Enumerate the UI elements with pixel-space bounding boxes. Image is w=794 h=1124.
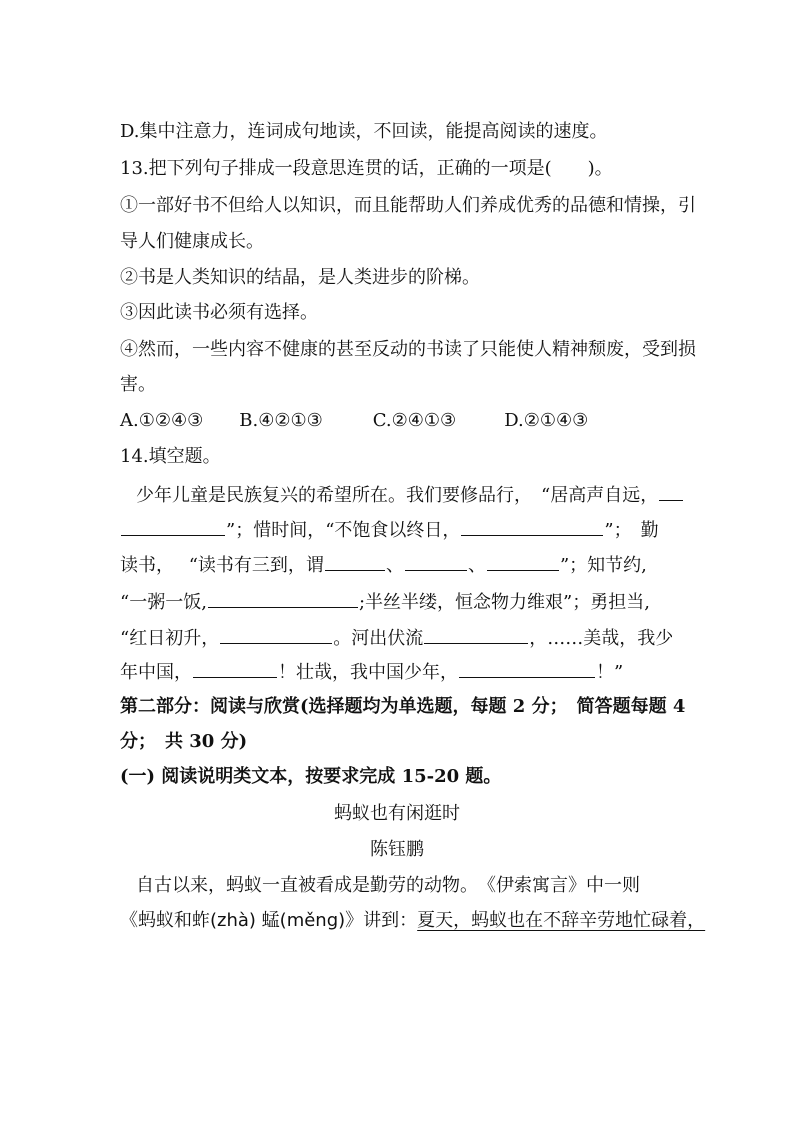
fill-blank[interactable] — [487, 552, 559, 571]
fill-blank[interactable] — [461, 517, 603, 536]
q13-sentence-3: ③因此读书必须有选择。 — [120, 302, 318, 323]
pinyin-annotation: (zhà) — [210, 910, 256, 931]
article-text: 蜢 — [255, 910, 280, 931]
q14-line-4 — [120, 589, 650, 616]
fill-blank[interactable] — [659, 482, 683, 501]
fill-blank[interactable] — [193, 659, 277, 678]
q14-line-5-text-b: 。河出伏流 — [333, 628, 424, 649]
q14-line-1-text: 少年儿童是民族复兴的希望所在。我们要修品行， “居高声自远， — [136, 485, 659, 506]
part-2-heading-line-1: 第二部分：阅读与欣赏(选择题均为单选题，每题 2 分； 简答题每题 4 — [120, 696, 686, 717]
q14-line-6-text-b: ！壮哉，我中国少年， — [278, 662, 458, 683]
q13-option-b: B.④②①③ — [239, 410, 323, 431]
q13-sentence-1-line-1: ①一部好书不但给人以知识，而且能帮助人们养成优秀的品德和情操，引 — [120, 195, 696, 216]
fill-blank[interactable] — [208, 589, 358, 608]
q14-line-4-text-a: “一粥一饭, — [120, 592, 207, 613]
q14-title: 14.填空题。 — [120, 446, 221, 467]
q13-sentence-1-line-2: 导人们健康成长。 — [120, 231, 264, 252]
q14-line-3-text-b: 、 — [385, 555, 404, 576]
q13-options — [120, 408, 588, 434]
q14-line-2-text-b: ”； 勤 — [604, 520, 659, 541]
q14-line-6-text-a: 年中国， — [120, 662, 192, 683]
q14-line-2 — [120, 517, 659, 544]
q14-line-3-text-d: ”；知节约, — [559, 555, 647, 576]
q13-stem: 13.把下列句子排成一段意思连贯的话，正确的一项是( )。 — [120, 158, 613, 179]
article-title: 蚂蚁也有闲逛时 — [334, 803, 460, 824]
article-text: 》讲到： — [345, 910, 418, 931]
article-paragraph-1-line-2 — [120, 908, 705, 934]
article-author: 陈钰鹏 — [370, 839, 424, 860]
q14-line-2-text-a: ”；惜时间，“不饱食以终日， — [226, 520, 461, 541]
fill-blank[interactable] — [459, 659, 595, 678]
q13-option-d: D.②①④③ — [504, 410, 589, 431]
article-paragraph-1-line-1: 自古以来，蚂蚁一直被看成是勤劳的动物。 《伊索寓言》中一则 — [136, 875, 640, 896]
q14-line-3-text-c: 、 — [467, 555, 486, 576]
q13-sentence-2: ②书是人类知识的结晶，是人类进步的阶梯。 — [120, 267, 480, 288]
q14-line-4-text-b: ;半丝半缕，恒念物力维艰”；勇担当, — [358, 592, 650, 613]
q14-line-5 — [120, 625, 673, 652]
underlined-sentence: 夏天，蚂蚁也在不辞辛劳地忙碌着， — [417, 910, 706, 931]
q12-option-d: D.集中注意力，连词成句地读，不回读，能提高阅读的速度。 — [120, 121, 608, 142]
q13-sentence-4-line-1: ④然而，一些内容不健康的甚至反动的书读了只能使人精神颓废，受到损 — [120, 339, 696, 360]
q14-line-3-text-a: 读书， “读书有三到，谓 — [120, 555, 324, 576]
q14-line-1 — [136, 482, 684, 509]
fill-blank[interactable] — [220, 625, 332, 644]
article-text: 《蚂蚁和蚱 — [120, 910, 210, 931]
pinyin-annotation: (měng) — [279, 910, 346, 931]
q14-line-5-text-a: “红日初升， — [120, 628, 220, 649]
fill-blank[interactable] — [424, 625, 528, 644]
q13-option-c: C.②④①③ — [372, 410, 457, 431]
q13-sentence-4-line-2: 害。 — [120, 374, 156, 395]
fill-blank[interactable] — [325, 552, 385, 571]
fill-blank[interactable] — [405, 552, 467, 571]
section-1-heading: (一) 阅读说明类文本，按要求完成 15-20 题。 — [120, 766, 502, 787]
q14-line-5-text-c: ，……美哉，我少 — [529, 628, 674, 649]
part-2-heading-line-2: 分； 共 30 分) — [120, 731, 248, 752]
q14-line-6-text-c: ！” — [596, 662, 624, 683]
fill-blank[interactable] — [121, 517, 225, 536]
q13-option-a: A.①②④③ — [120, 410, 204, 431]
q14-line-6 — [120, 659, 623, 686]
q14-line-3 — [120, 552, 647, 579]
